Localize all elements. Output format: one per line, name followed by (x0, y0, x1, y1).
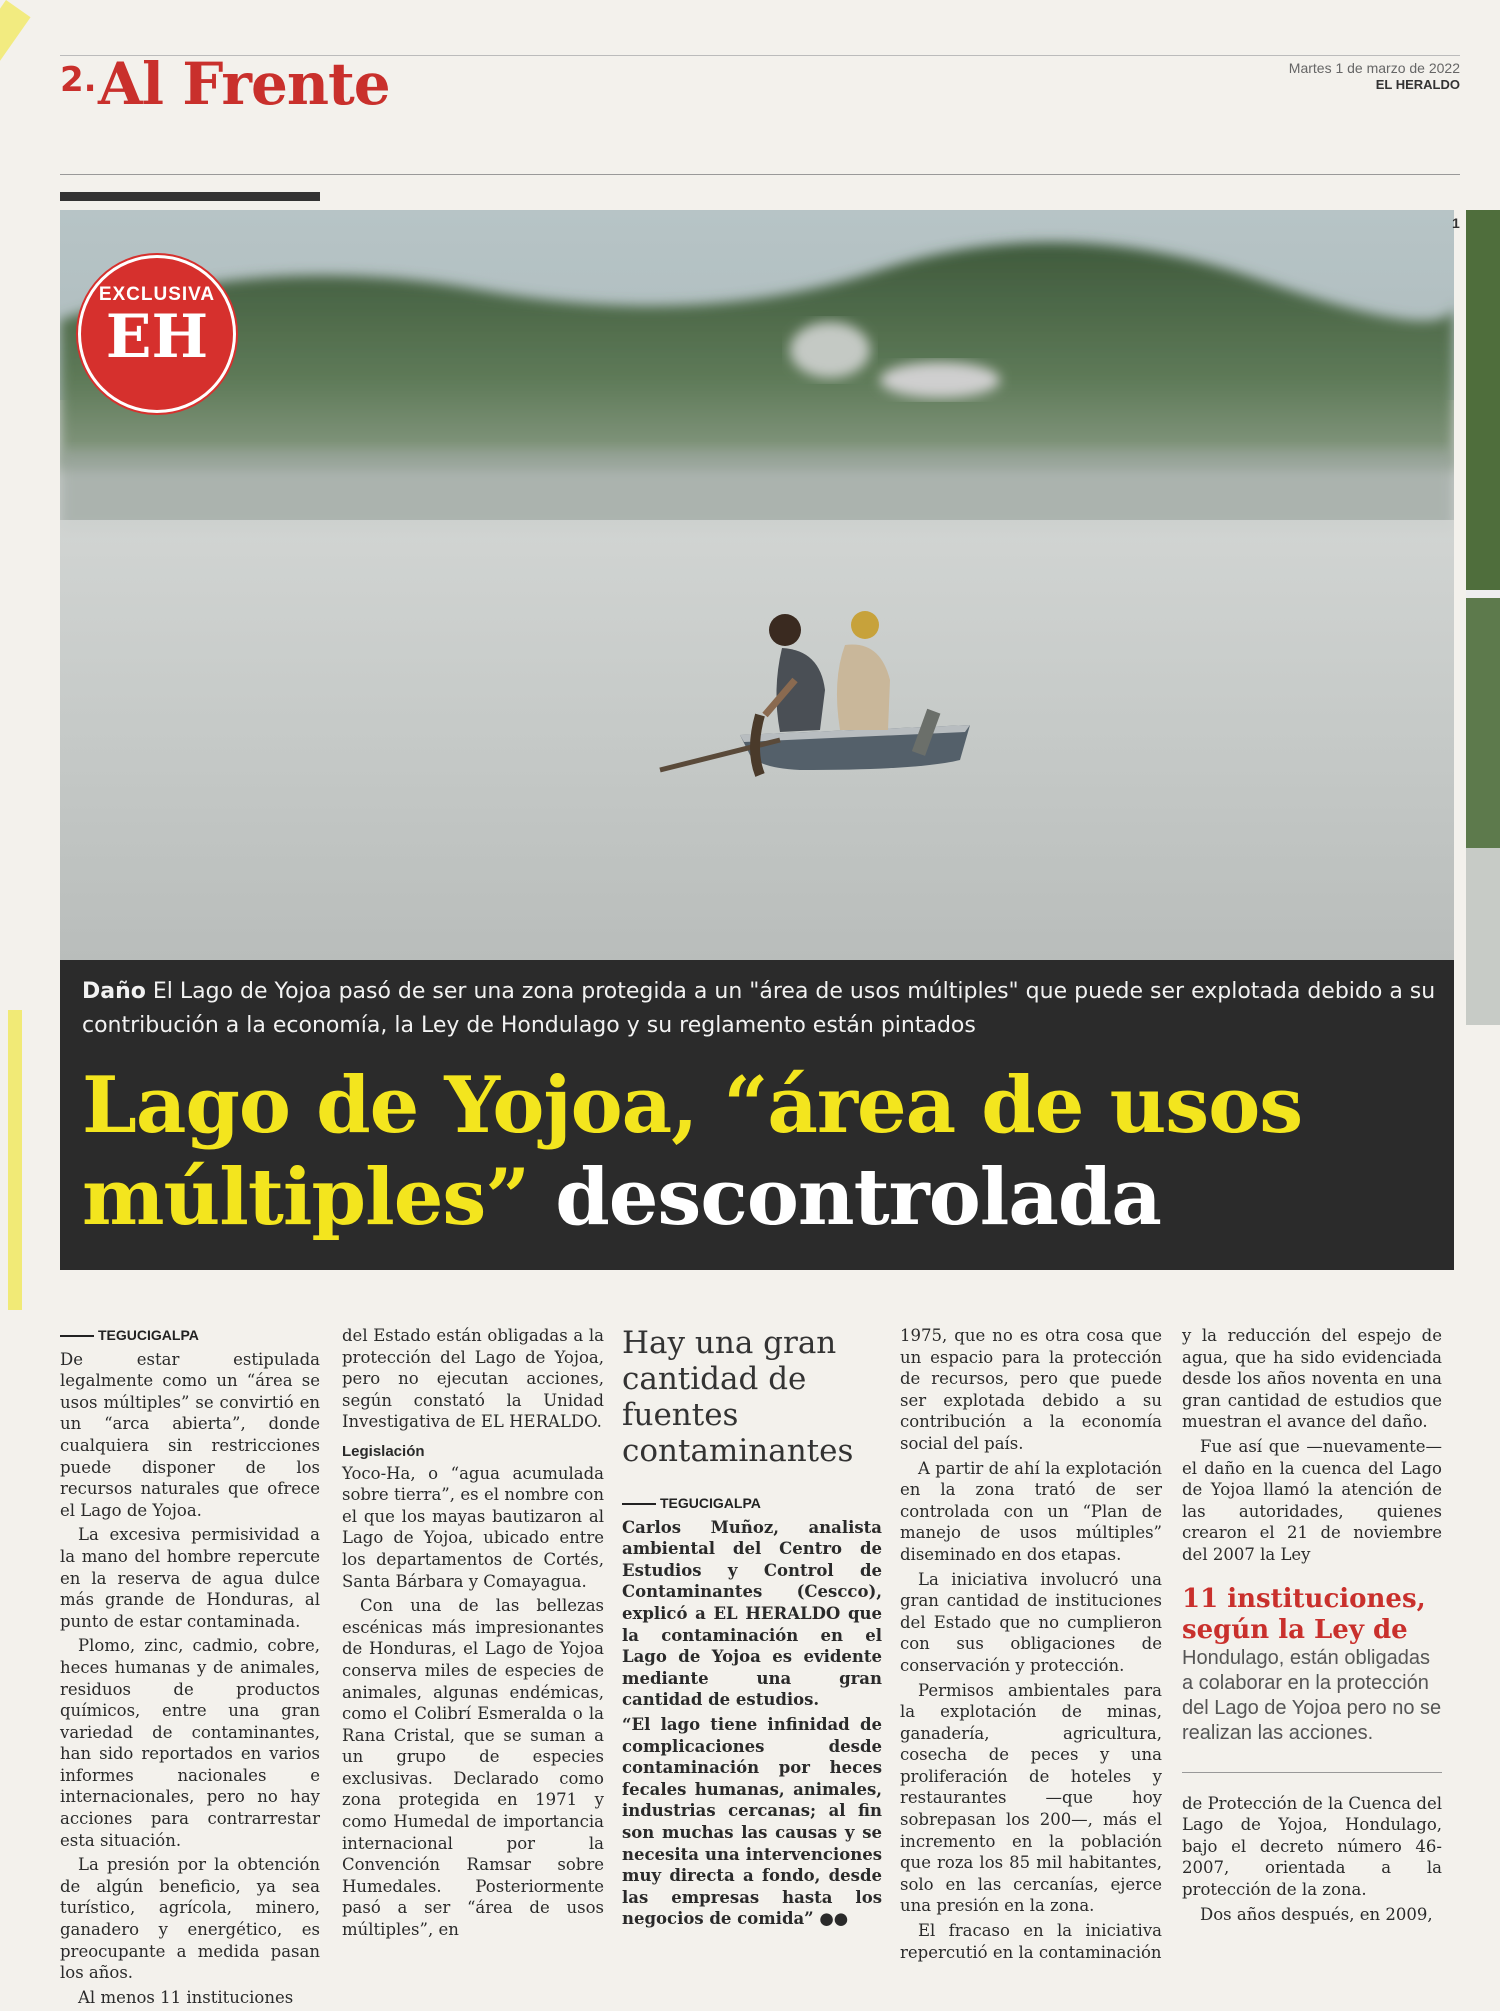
paragraph: A partir de ahí la explotación en la zona trató de ser controlada con un “Plan de manejo de usos múltiples” diseminado en dos etapas. (900, 1458, 1162, 1564)
strip-photo-number: 1 (1452, 215, 1460, 231)
paragraph: y la reducción del espejo de agua, que ha sido evidenciada desde los años noventa en una gran cantidad de estudios que muestran el avance del daño. (1182, 1326, 1442, 1432)
paragraph: del Estado están obligadas a la protección del Lago de Yojoa, pero no ejecutan acciones, según constató la Unidad Investigativa de EL HERALDO. (342, 1326, 604, 1432)
article-column-3 (622, 1325, 882, 1933)
callout-rule (1182, 1772, 1442, 1773)
headline-end: descontrolada (555, 1152, 1161, 1243)
paragraph: 1975, que no es otra cosa que un espacio para la protección de recursos, pero que puede ser explotada debido a su contribución a la economía social del país. (900, 1326, 1162, 1453)
paragraph: La iniciativa involucró una gran cantidad de instituciones del Estado que no cumplieron con sus obligaciones de conservación y protección. (900, 1569, 1162, 1675)
paragraph: Plomo, zinc, cadmio, cobre, heces humanas y de animales, residuos de productos químicos, entre una gran variedad de contaminantes, han sido reportados en varios informes nacionales e internacionales, pero no hay acciones para contrarrestar esta situación. (60, 1636, 320, 1850)
lake-photo-art (60, 210, 1454, 960)
dateline: TEGUCIGALPA (60, 1325, 320, 1347)
callout-heading: 11 instituciones, según la Ley de (1182, 1583, 1426, 1645)
page-number: 2. (60, 60, 97, 100)
badge-label: EXCLUSIVA (98, 284, 216, 305)
highlighter-mark-margin (8, 1010, 22, 1310)
article-column-4 (900, 1325, 1162, 1966)
deck-body: El Lago de Yojoa pasó de ser una zona protegida a un "área de usos múltiples" que puede ser explotada debido a su contribución a la economía, la Ley de Hondulago y su reglamento están pintados (82, 979, 1436, 1038)
paragraph: Al menos 11 instituciones (78, 1987, 294, 2007)
adjacent-photo-strip (1466, 210, 1500, 1025)
eh-logo: EH (105, 302, 209, 372)
paragraph: Carlos Muñoz, analista ambiental del Centro de Estudios y Control de Contaminantes (Cescco), explicó a EL HERALDO que la contaminación en el Lago de Yojoa es evidente mediante una gran cantidad de estudios. (622, 1517, 882, 1710)
paragraph: Con una de las bellezas escénicas más impresionantes de Honduras, el Lago de Yojoa conserva miles de especies de animales, algunas endémicas, como el Colibrí Esmeralda o la Rana Cristal, que se suman a un grupo de especies exclusivas. Declarado como zona protegida en 1971 y como Humedal de importancia internacional por la Convención Ramsar sobre Humedales. Posteriormente pasó a ser “área de usos múltiples”, en (342, 1596, 604, 1940)
lake-photo (60, 210, 1454, 960)
callout-text: Hondulago, están obligadas a colaborar en la protección del Lago de Yojoa pero no se realizan las acciones. (1182, 1646, 1442, 1744)
sidebar-heading: Hay una gran cantidad de fuentes contaminantes (622, 1325, 854, 1469)
subhead: Legislación (342, 1442, 425, 1460)
article-column-2 (342, 1325, 604, 1944)
paragraph: Fue así que —nuevamente— el daño en la cuenca del Lago de Yojoa llamó la atención de las autoridades, quienes crearon el 21 de noviembre del 2007 la Ley (1182, 1436, 1442, 1564)
paragraph: La excesiva permisividad a la mano del hombre repercute en la reserva de agua dulce más grande de Honduras, al punto de estar contaminada. (60, 1525, 320, 1631)
headline-highlight: Lago de Yojoa, “área de usos múltiples” (82, 1060, 1303, 1243)
article-column-1 (60, 1325, 320, 2011)
deck-text (82, 975, 1442, 1043)
exclusive-badge (78, 255, 236, 413)
quote-paragraph: “El lago tiene infinidad de complicaciones desde contaminación por heces fecales humanas, animales, industrias cercanas; al fin son muchas las causas y se necesita una intervenciones muy directa a fondo, desde las empresas hasta los negocios de comida” ●● (622, 1714, 882, 1929)
strip-art (1466, 210, 1500, 1025)
section-bar (60, 192, 320, 201)
paragraph: La presión por la obtención de algún beneficio, ya sea turístico, agrícola, minero, ganadero y energético, es preocupante a medida pasan los años. (60, 1855, 320, 1983)
main-headline (82, 1060, 1452, 1244)
paragraph: Dos años después, en 2009, (1200, 1904, 1433, 1924)
header-rule (60, 174, 1460, 175)
issue-date: Martes 1 de marzo de 2022 (1288, 60, 1460, 76)
paragraph: de Protección de la Cuenca del Lago de Yojoa, Hondulago, bajo el decreto número 46-2007, orientada a la protección de la zona. (1182, 1793, 1442, 1899)
paper-name: EL HERALDO (1375, 77, 1460, 92)
paragraph: Yoco-Ha, o “agua acumulada sobre tierra”, es el nombre con el que los mayas bautizaron al Lago de Yojoa, ubicado entre los departamentos de Cortés, Santa Bárbara y Comayagua. (342, 1463, 604, 1591)
paragraph: De estar estipulada legalmente como un “área se usos múltiples” se convirtió en un “arca abierta”, donde cualquiera sin restricciones puede disponer de los recursos naturales que ofrece el Lago de Yojoa. (60, 1349, 320, 1520)
paragraph: El fracaso en la iniciativa repercutió en la contaminación (900, 1921, 1162, 1962)
article-column-5 (1182, 1325, 1442, 1928)
dateline: TEGUCIGALPA (622, 1493, 882, 1515)
highlighter-mark (0, 0, 31, 140)
section-title: Al Frente (98, 50, 390, 118)
deck-label: Daño (82, 979, 146, 1004)
paragraph: Permisos ambientales para la explotación de minas, ganadería, agricultura, cosecha de peces y una proliferación de hoteles y restaurantes —que hoy sobrepasan los 200—, más el incremento en la población que roza los 85 mil habitantes, solo en las cercanías, ejerce una presión en la zona. (900, 1680, 1162, 1916)
